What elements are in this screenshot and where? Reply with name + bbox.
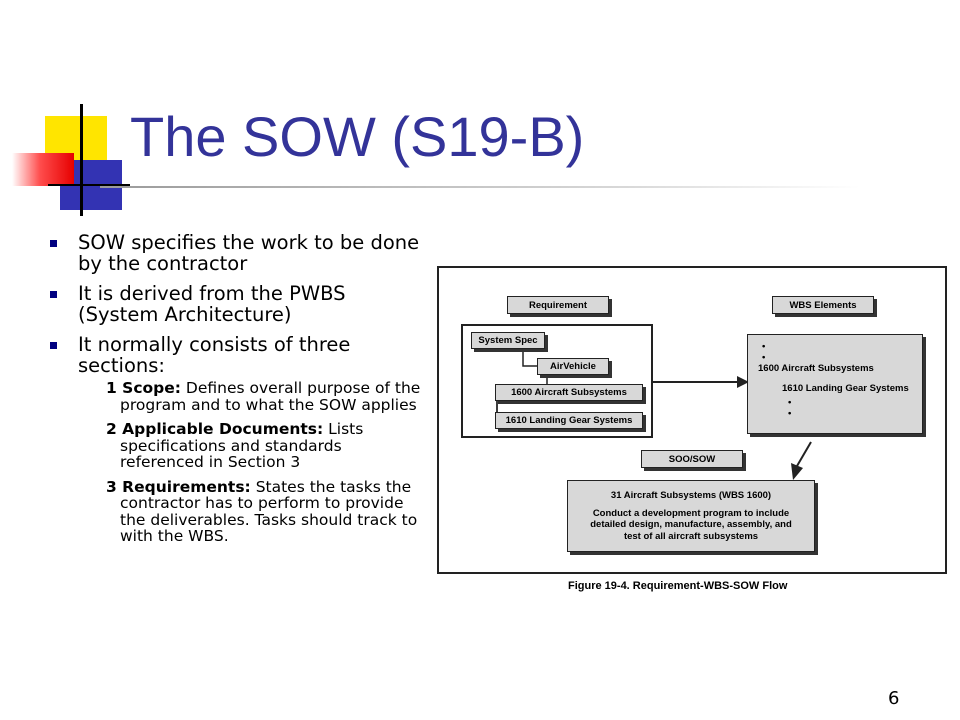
landing-gear-box: 1610 Landing Gear Systems <box>495 412 643 429</box>
decor-red-bar <box>12 153 74 186</box>
soo-sow-header: SOO/SOW <box>641 450 743 468</box>
bullet-text: It is derived from the PWBS (System Architecture) <box>78 282 346 326</box>
ellipsis-dot: • <box>788 397 792 408</box>
bullet-item <box>50 283 425 325</box>
ellipsis-dot: • <box>788 408 792 419</box>
title-underline <box>100 186 860 188</box>
ellipsis-dot: • <box>762 341 766 352</box>
system-spec-box: System Spec <box>471 332 545 349</box>
page-number: 6 <box>888 688 900 709</box>
decor-vertical-line <box>80 104 83 216</box>
section-text: Defines overall purpose of the program and to what the SOW applies <box>120 379 421 414</box>
ellipsis-dot: • <box>762 352 766 363</box>
sow-box <box>567 480 815 552</box>
bullet-text: SOW specifies the work to be done by the contractor <box>78 231 420 275</box>
section-label: 1 Scope: <box>106 379 181 397</box>
bullet-item <box>50 232 425 274</box>
air-vehicle-box: AirVehicle <box>537 358 609 375</box>
section-label: 2 Applicable Documents: <box>106 420 324 438</box>
bullet-text: It normally consists of three sections: <box>78 333 351 377</box>
figure-caption: Figure 19-4. Requirement-WBS-SOW Flow <box>568 580 788 592</box>
slide-title: The SOW (S19-B) <box>130 105 585 168</box>
wbs-elements-header: WBS Elements <box>772 296 874 314</box>
section-applicable-documents <box>78 421 425 471</box>
section-label: 3 Requirements: <box>106 477 251 496</box>
wbs-aircraft-subsystems: 1600 Aircraft Subsystems <box>758 363 874 374</box>
wbs-landing-gear: 1610 Landing Gear Systems <box>782 383 909 394</box>
bullet-item <box>50 334 425 545</box>
aircraft-subsystems-box: 1600 Aircraft Subsystems <box>495 384 643 401</box>
section-requirements <box>78 479 425 545</box>
section-text: Lists specifications and standards referenced in Section 3 <box>120 420 364 471</box>
bullet-list <box>50 232 425 554</box>
section-text: States the tasks the contractor has to perform to provide the deliverables. Tasks should track to with the WBS. <box>120 477 418 545</box>
requirement-header: Requirement <box>507 296 609 314</box>
section-list <box>78 380 425 545</box>
sow-title: 31 Aircraft Subsystems (WBS 1600) <box>610 490 772 501</box>
section-scope <box>78 380 425 413</box>
requirement-wbs-sow-figure <box>437 266 947 574</box>
sow-text: Conduct a development program to include detailed design, manufacture, assembly, and test of all aircraft subsystems <box>590 507 792 542</box>
wbs-elements-box <box>747 334 923 434</box>
